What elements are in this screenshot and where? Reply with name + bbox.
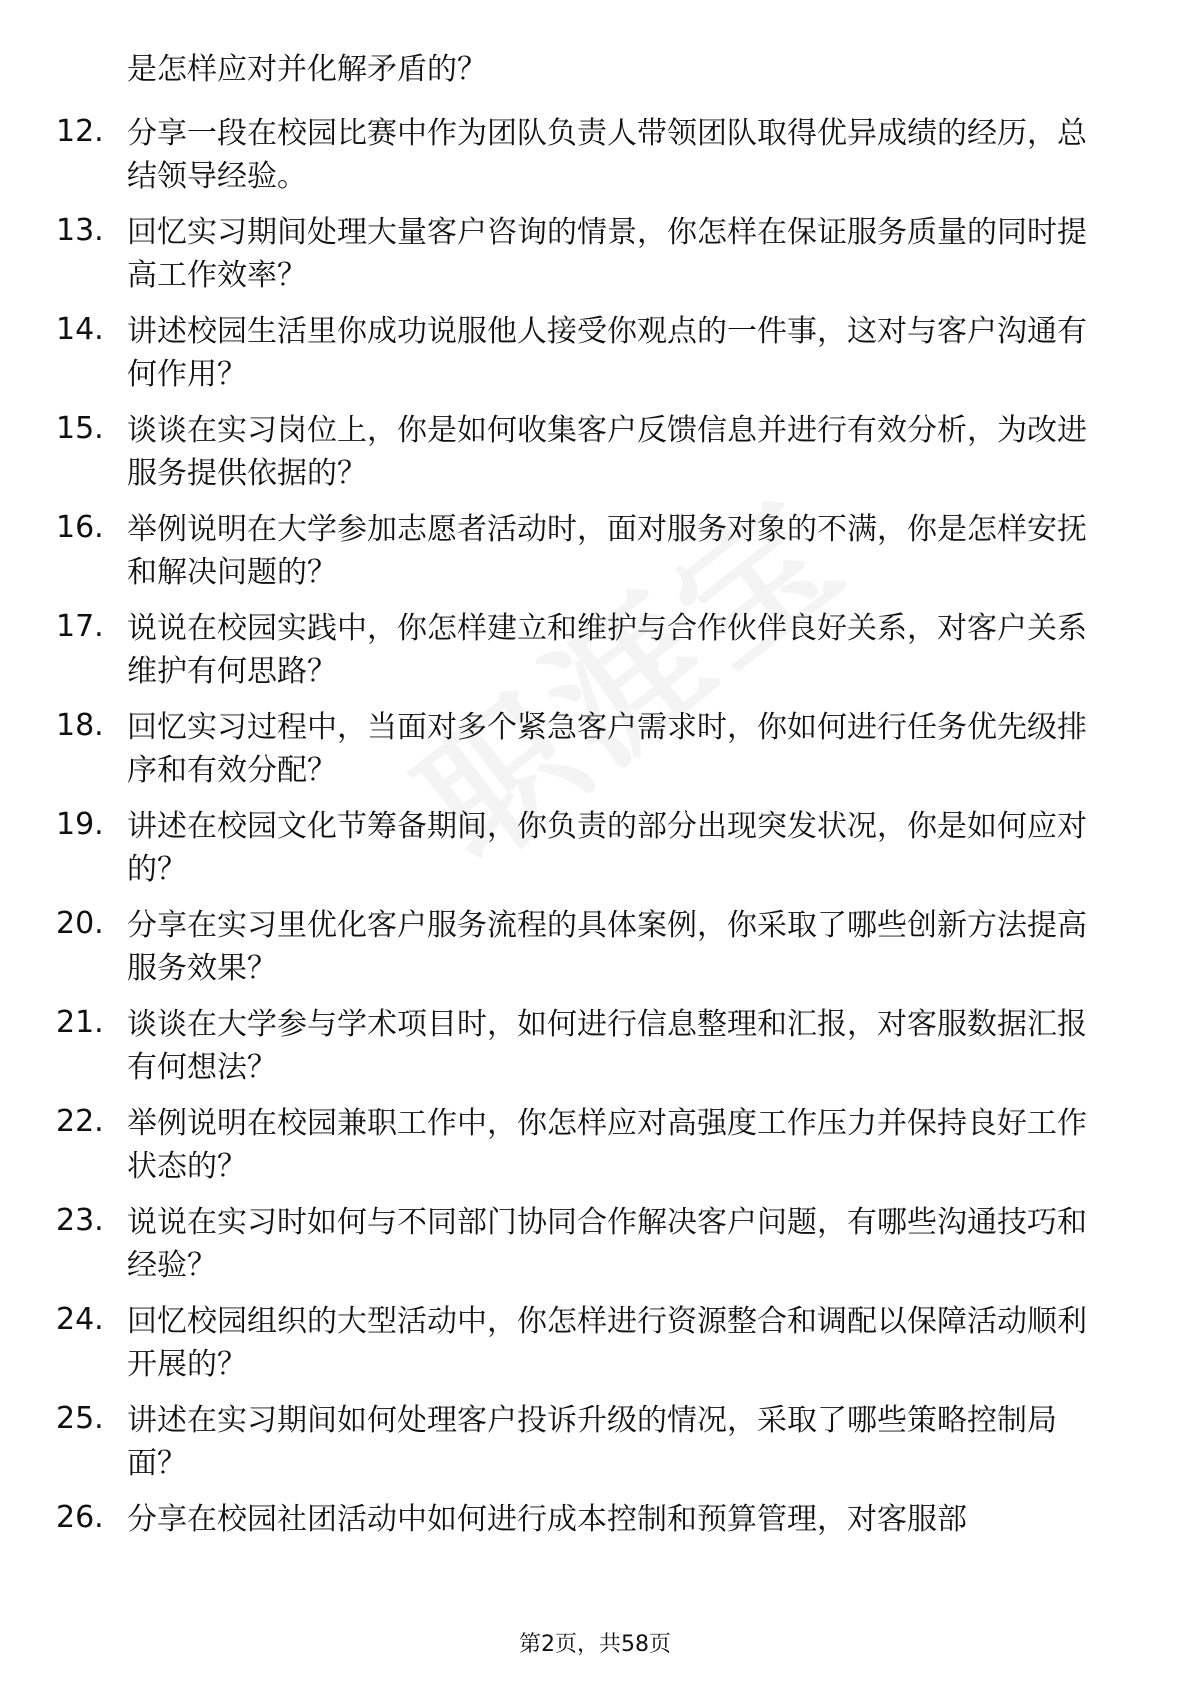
question-item xyxy=(0,1201,1190,1287)
question-item xyxy=(0,1300,1190,1386)
question-item xyxy=(0,805,1190,891)
question-number: 22. xyxy=(56,1104,104,1139)
continued-question-text: 是怎样应对并化解矛盾的？ xyxy=(127,52,487,87)
question-text: 说说在校园实践中，你怎样建立和维护与合作伙伴良好关系，对客户关系维护有何思路？ xyxy=(127,611,1087,689)
question-text: 说说在实习时如何与不同部门协同合作解决客户问题，有哪些沟通技巧和经验？ xyxy=(127,1205,1087,1283)
question-item xyxy=(0,310,1190,396)
question-item xyxy=(0,706,1190,792)
question-text: 分享在实习里优化客户服务流程的具体案例，你采取了哪些创新方法提高服务效果？ xyxy=(127,908,1087,986)
question-text: 谈谈在实习岗位上，你是如何收集客户反馈信息并进行有效分析，为改进服务提供依据的？ xyxy=(127,413,1087,491)
question-text: 回忆实习过程中，当面对多个紧急客户需求时，你如何进行任务优先级排序和有效分配？ xyxy=(127,710,1087,788)
question-number: 15. xyxy=(56,411,104,446)
question-text: 讲述在实习期间如何处理客户投诉升级的情况，采取了哪些策略控制局面？ xyxy=(127,1403,1057,1481)
question-text: 谈谈在大学参与学术项目时，如何进行信息整理和汇报，对客服数据汇报有何想法？ xyxy=(127,1007,1087,1085)
question-item xyxy=(0,1399,1190,1485)
question-number: 19. xyxy=(56,807,104,842)
question-item xyxy=(0,508,1190,594)
question-text: 分享一段在校园比赛中作为团队负责人带领团队取得优异成绩的经历，总结领导经验。 xyxy=(127,116,1087,194)
question-text: 举例说明在大学参加志愿者活动时，面对服务对象的不满，你是怎样安抚和解决问题的？ xyxy=(127,512,1087,590)
question-number: 14. xyxy=(56,312,104,347)
question-text: 举例说明在校园兼职工作中，你怎样应对高强度工作压力并保持良好工作状态的？ xyxy=(127,1106,1087,1184)
question-number: 26. xyxy=(56,1500,104,1535)
question-text: 讲述校园生活里你成功说服他人接受你观点的一件事，这对与客户沟通有何作用？ xyxy=(127,314,1087,392)
question-item xyxy=(0,904,1190,990)
question-number: 17. xyxy=(56,609,104,644)
question-number: 20. xyxy=(56,906,104,941)
question-number: 13. xyxy=(56,213,104,248)
question-item xyxy=(0,211,1190,297)
question-item xyxy=(0,1498,1190,1584)
question-item xyxy=(0,409,1190,495)
question-item xyxy=(0,112,1190,198)
question-number: 24. xyxy=(56,1302,104,1337)
question-item xyxy=(0,1003,1190,1089)
page-footer: 第2页，共58页 xyxy=(519,1632,671,1657)
question-item xyxy=(0,607,1190,693)
question-number: 21. xyxy=(56,1005,104,1040)
question-item xyxy=(0,1102,1190,1188)
question-list xyxy=(0,112,1190,1597)
question-number: 23. xyxy=(56,1203,104,1238)
question-text: 回忆实习期间处理大量客户咨询的情景，你怎样在保证服务质量的同时提高工作效率？ xyxy=(127,215,1087,293)
question-text: 分享在校园社团活动中如何进行成本控制和预算管理，对客服部 xyxy=(127,1502,967,1537)
question-number: 18. xyxy=(56,708,104,743)
question-text: 讲述在校园文化节筹备期间，你负责的部分出现突发状况，你是如何应对的？ xyxy=(127,809,1087,887)
question-number: 16. xyxy=(56,510,104,545)
question-number: 12. xyxy=(56,114,104,149)
question-number: 25. xyxy=(56,1401,104,1436)
question-text: 回忆校园组织的大型活动中，你怎样进行资源整合和调配以保障活动顺利开展的？ xyxy=(127,1304,1087,1382)
